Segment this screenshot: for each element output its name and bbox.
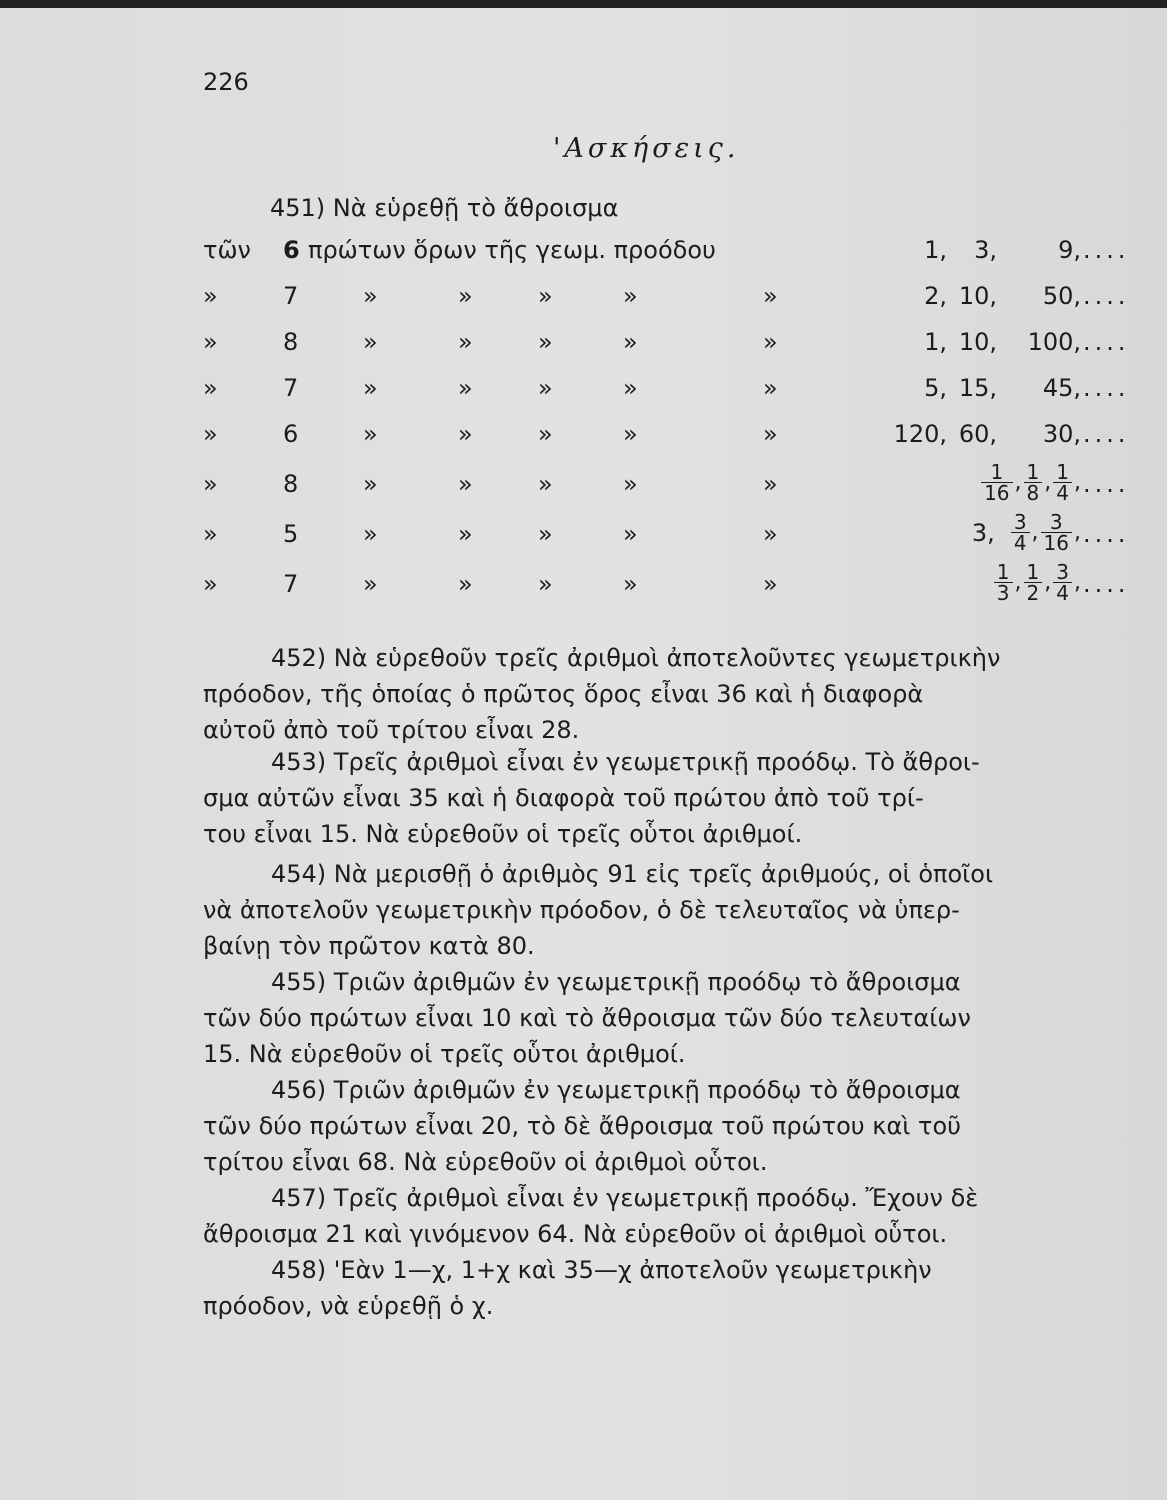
progression-term: 1,: [924, 328, 947, 356]
fraction-numerator: 3: [1053, 562, 1072, 583]
paragraph-line: τῶν δύο πρώτων εἶναι 20, τὸ δὲ ἄθροισμα τοῦ πρώτου καὶ τοῦ: [203, 1112, 962, 1140]
term-separator: ,: [1014, 570, 1022, 595]
ditto-mark: »: [623, 282, 638, 310]
ditto-mark: »: [538, 328, 553, 356]
progression-term: 3,: [974, 236, 997, 264]
paragraph-line: 15. Νὰ εὑρεθοῦν οἱ τρεῖς οὗτοι ἀριθμοί.: [203, 1040, 686, 1068]
fraction-denominator: 4: [1056, 581, 1069, 605]
exercise-paragraph: [203, 856, 1128, 964]
ditto-mark: »: [363, 520, 378, 548]
fraction-numerator: 1: [1024, 462, 1043, 483]
fraction-numerator: 1: [1053, 462, 1072, 483]
ditto-mark: »: [203, 420, 218, 448]
fraction-denominator: 16: [984, 481, 1010, 505]
fraction-numerator: 1: [1024, 562, 1043, 583]
term-count: 6: [283, 236, 300, 264]
ditto-mark: »: [763, 520, 778, 548]
term-separator: ,: [1074, 520, 1081, 545]
ditto-mark: »: [203, 520, 218, 548]
term-separator: ,: [1031, 520, 1039, 545]
fraction-denominator: 4: [1013, 531, 1027, 555]
paragraph-line: 452) Νὰ εὑρεθοῦν τρεῖς ἀριθμοὶ ἀποτελοῦντες γεωμετρικὴν: [271, 644, 1001, 672]
paragraph-line: νὰ ἀποτελοῦν γεωμετρικὴν πρόοδον, ὁ δὲ τελευταῖος νὰ ὑπερ-: [203, 896, 960, 924]
continuation-dots: ....: [1083, 236, 1130, 264]
paragraph-line: 455) Τριῶν ἀριθμῶν ἐν γεωμετρικῇ προόδῳ τὸ ἄθροισμα: [271, 968, 961, 996]
term-count: 5: [283, 520, 299, 548]
continuation-dots: ....: [1083, 374, 1130, 402]
paragraph-line: σμα αὐτῶν εἶναι 35 καὶ ἡ διαφορὰ τοῦ πρώτου ἀπὸ τοῦ τρί-: [203, 784, 924, 812]
progression-row: [203, 236, 1163, 276]
ditto-mark: »: [458, 570, 473, 598]
term-separator: ,: [1014, 470, 1022, 495]
fraction-denominator: 8: [1026, 481, 1040, 505]
progression-row: [203, 560, 1163, 605]
ditto-mark: »: [458, 374, 473, 402]
ditto-mark: »: [763, 374, 778, 402]
term-count: 8: [283, 328, 299, 356]
ditto-mark: »: [763, 282, 778, 310]
paragraph-line: πρόοδον, νὰ εὑρεθῇ ὁ χ.: [203, 1292, 494, 1320]
ditto-mark: »: [458, 520, 473, 548]
ditto-mark: »: [203, 470, 218, 498]
book-page: [0, 8, 1167, 1500]
continuation-dots: ....: [1083, 282, 1130, 310]
progression-table: [203, 236, 1163, 636]
term-count: 8: [283, 470, 299, 498]
term-count: 7: [283, 570, 299, 598]
term-separator: ,: [1044, 470, 1052, 495]
ditto-mark: »: [538, 570, 553, 598]
fraction: [1011, 512, 1030, 553]
ditto-mark: »: [203, 282, 218, 310]
exercise-451-intro: 451) Νὰ εὑρεθῇ τὸ ἄθροισμα: [270, 194, 619, 222]
fraction-terms: [865, 562, 1081, 603]
fraction-numerator: 1: [981, 462, 1012, 483]
ditto-mark: »: [458, 328, 473, 356]
exercise-paragraph: [203, 744, 1128, 852]
term-count: 6: [283, 420, 299, 448]
progression-term: 10,: [958, 282, 997, 310]
ditto-mark: »: [538, 520, 553, 548]
term-count: 7: [283, 374, 299, 402]
ditto-mark: »: [203, 570, 218, 598]
exercise-paragraph: [203, 1252, 1128, 1324]
fraction-terms: [865, 462, 1081, 503]
ditto-mark: »: [623, 420, 638, 448]
exercise-paragraph: [203, 1072, 1128, 1180]
progression-term: 1,: [924, 236, 947, 264]
ditto-mark: »: [458, 282, 473, 310]
progression-term: 5,: [924, 374, 947, 402]
paragraph-line: 456) Τριῶν ἀριθμῶν ἐν γεωμετρικῇ προόδῳ τὸ ἄθροισμα: [271, 1076, 961, 1104]
paragraph-line: τῶν δύο πρώτων εἶναι 10 καὶ τὸ ἄθροισμα τῶν δύο τελευταίων: [203, 1004, 971, 1032]
ditto-mark: »: [363, 328, 378, 356]
progression-term: 3,: [971, 518, 995, 547]
paragraph-line: 458) 'Εὰν 1—χ, 1+χ καὶ 35—χ ἀποτελοῦν γεωμετρικὴν: [271, 1256, 932, 1284]
ditto-mark: »: [623, 520, 638, 548]
paragraph-line: ἄθροισμα 21 καὶ γινόμενον 64. Νὰ εὑρεθοῦν οἱ ἀριθμοὶ οὗτοι.: [203, 1220, 948, 1248]
fraction: [1041, 512, 1072, 553]
fraction: [994, 562, 1013, 603]
fraction: [1024, 462, 1043, 503]
ditto-mark: »: [538, 282, 553, 310]
progression-row: [203, 420, 1163, 460]
fraction-terms: [865, 512, 1081, 553]
ditto-mark: »: [623, 470, 638, 498]
fraction: [1053, 562, 1072, 603]
ditto-mark: »: [203, 374, 218, 402]
progression-term: 15,: [958, 374, 997, 402]
ditto-mark: »: [363, 570, 378, 598]
fraction-numerator: 1: [994, 562, 1013, 583]
ditto-mark: »: [538, 420, 553, 448]
progression-row: [203, 510, 1163, 555]
progression-term: 9,: [1058, 236, 1081, 264]
progression-term: 50,: [1042, 282, 1081, 310]
paragraph-line: τρίτου εἶναι 68. Νὰ εὑρεθοῦν οἱ ἀριθμοὶ οὗτοι.: [203, 1148, 768, 1176]
progression-term: 2,: [924, 282, 947, 310]
fraction-numerator: 3: [1011, 512, 1030, 533]
progression-row: [203, 282, 1163, 322]
section-title: 'Ασκήσεις.: [553, 133, 740, 164]
progression-row: [203, 374, 1163, 414]
ditto-mark: »: [363, 470, 378, 498]
progression-row: [203, 460, 1163, 505]
ditto-mark: »: [458, 470, 473, 498]
row-lead-text: τῶν: [203, 236, 251, 264]
ditto-mark: »: [763, 470, 778, 498]
exercise-paragraph: [203, 1180, 1128, 1252]
fraction: [981, 462, 1012, 503]
progression-term: 60,: [958, 420, 997, 448]
ditto-mark: »: [458, 420, 473, 448]
term-count: 7: [283, 282, 299, 310]
ditto-mark: »: [623, 570, 638, 598]
scan-top-edge: [0, 0, 1167, 8]
continuation-dots: ....: [1083, 470, 1130, 498]
fraction-denominator: 2: [1026, 581, 1040, 605]
progression-row: [203, 328, 1163, 368]
ditto-mark: »: [363, 420, 378, 448]
row-description: πρώτων ὅρων τῆς γεωμ. προόδου: [308, 236, 716, 264]
paragraph-line: βαίνῃ τὸν πρῶτον κατὰ 80.: [203, 932, 535, 960]
fraction-numerator: 3: [1041, 512, 1072, 533]
ditto-mark: »: [763, 328, 778, 356]
term-separator: ,: [1074, 470, 1081, 495]
ditto-mark: »: [538, 374, 553, 402]
ditto-mark: »: [763, 570, 778, 598]
progression-term: 45,: [1042, 374, 1081, 402]
continuation-dots: ....: [1083, 420, 1130, 448]
progression-term: 120,: [893, 420, 947, 448]
paragraph-line: αὐτοῦ ἀπὸ τοῦ τρίτου εἶναι 28.: [203, 716, 580, 744]
page-number: 226: [203, 68, 249, 96]
paragraph-line: 454) Νὰ μερισθῇ ὁ ἀριθμὸς 91 εἰς τρεῖς ἀριθμούς, οἱ ὁποῖοι: [271, 860, 994, 888]
fraction-denominator: 16: [1043, 531, 1069, 555]
fraction-denominator: 4: [1056, 481, 1069, 505]
fraction: [1053, 462, 1072, 503]
ditto-mark: »: [623, 374, 638, 402]
exercise-paragraph: [203, 964, 1128, 1072]
ditto-mark: »: [203, 328, 218, 356]
paragraph-line: του εἶναι 15. Νὰ εὑρεθοῦν οἱ τρεῖς οὗτοι ἀριθμοί.: [203, 820, 803, 848]
ditto-mark: »: [538, 470, 553, 498]
paragraph-line: 453) Τρεῖς ἀριθμοὶ εἶναι ἐν γεωμετρικῇ προόδῳ. Τὸ ἄθροι-: [271, 748, 980, 776]
paragraph-line: πρόοδον, τῆς ὁποίας ὁ πρῶτος ὅρος εἶναι 36 καὶ ἡ διαφορὰ: [203, 680, 924, 708]
progression-term: 100,: [1027, 328, 1081, 356]
term-separator: ,: [1074, 570, 1081, 595]
exercise-paragraph: [203, 640, 1128, 748]
ditto-mark: »: [363, 282, 378, 310]
continuation-dots: ....: [1083, 520, 1130, 548]
continuation-dots: ....: [1083, 328, 1130, 356]
ditto-mark: »: [623, 328, 638, 356]
ditto-mark: »: [363, 374, 378, 402]
fraction-denominator: 3: [996, 581, 1010, 605]
progression-term: 10,: [958, 328, 997, 356]
continuation-dots: ....: [1083, 570, 1130, 598]
progression-term: 30,: [1042, 420, 1081, 448]
ditto-mark: »: [763, 420, 778, 448]
paragraph-line: 457) Τρεῖς ἀριθμοὶ εἶναι ἐν γεωμετρικῇ προόδῳ. Ἔχουν δὲ: [271, 1184, 979, 1212]
fraction: [1024, 562, 1043, 603]
term-separator: ,: [1044, 570, 1052, 595]
